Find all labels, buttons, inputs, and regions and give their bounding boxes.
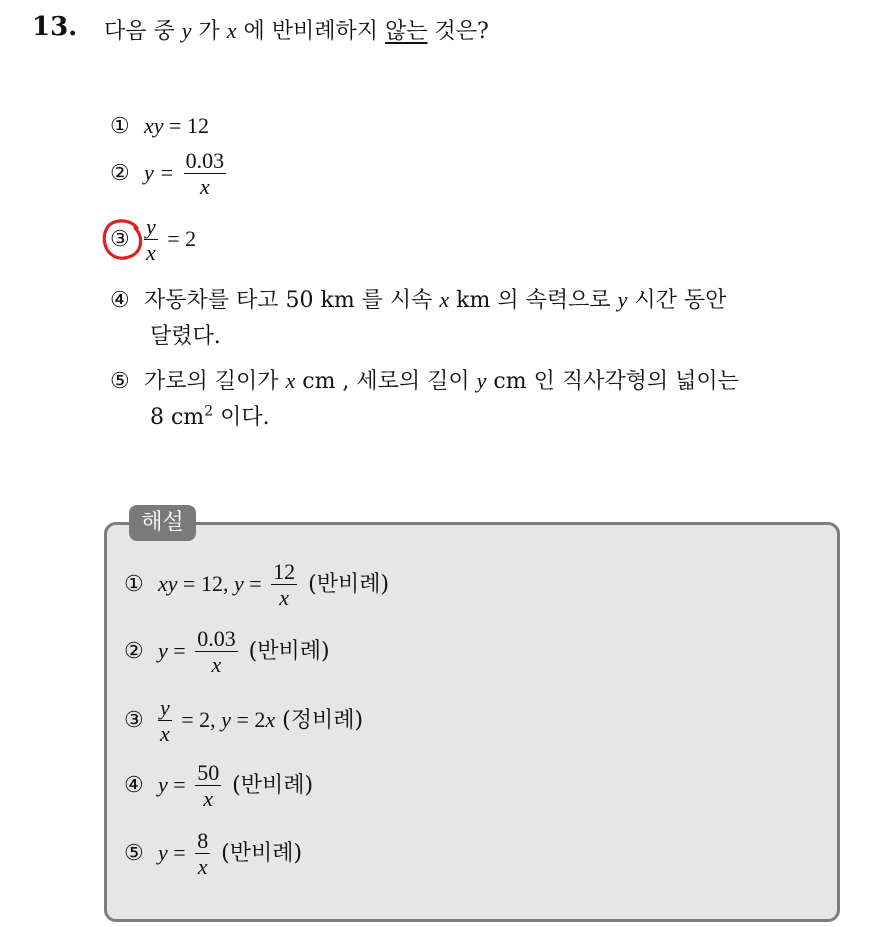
fraction [195, 626, 238, 678]
option-5-line2 [150, 400, 270, 431]
fraction-numerator: 12 [273, 559, 296, 584]
option-4[interactable] [110, 283, 726, 314]
expr-var: y [158, 637, 168, 663]
fraction-numerator: 50 [197, 760, 220, 785]
solution-tag: (반비례) [214, 840, 303, 866]
solution-mark: ⑤ [124, 840, 144, 866]
fraction [195, 828, 210, 880]
var-x: x [226, 18, 237, 43]
var-x: x [439, 287, 450, 312]
option-4-line2: 달렸다. [150, 324, 221, 349]
fraction [195, 760, 221, 812]
expr-text: = [167, 637, 192, 663]
expr-var: y [233, 570, 244, 596]
solution-line-2 [124, 626, 330, 678]
fraction [271, 559, 297, 611]
fraction-numerator: 0.03 [185, 148, 225, 173]
solution-line-5 [124, 828, 302, 880]
expr-var: x [265, 706, 276, 732]
solution-label: 해설 [129, 505, 196, 541]
option-2[interactable] [110, 148, 230, 200]
var-y: y [476, 368, 487, 393]
expr-var: y [221, 706, 231, 732]
fraction-denominator: x [197, 854, 208, 880]
solution-mark: ① [124, 571, 144, 597]
question-text-before: 다음 중 [104, 19, 182, 44]
fraction [184, 148, 227, 200]
option-mark: ③ [110, 226, 130, 252]
option-mark: ⑤ [110, 369, 130, 394]
expr-text: = [167, 839, 192, 865]
fraction [144, 214, 158, 266]
option-mark: ② [110, 160, 130, 186]
solution-mark: ④ [124, 772, 144, 798]
fraction-numerator: y [146, 214, 156, 239]
expr-var: y [158, 771, 168, 797]
expr-text: = 12, [177, 570, 234, 596]
option-1[interactable] [110, 113, 209, 139]
option-mark: ① [110, 114, 130, 139]
expr-text: = [243, 570, 268, 596]
solution-mark: ② [124, 638, 144, 664]
solution-tag: (정비례) [275, 707, 364, 733]
option-5[interactable] [110, 364, 739, 395]
var-y: y [617, 287, 628, 312]
option-rhs: = 2 [161, 225, 197, 251]
expr-var: y [158, 839, 168, 865]
option-expr-var: xy [144, 113, 164, 138]
option-text: cm 인 직사각형의 넓이는 [486, 369, 739, 394]
superscript: 2 [204, 403, 214, 420]
solution-tag: (반비례) [241, 638, 330, 664]
fraction-numerator: 0.03 [197, 626, 236, 651]
expr-var: xy [158, 570, 178, 596]
fraction [158, 695, 172, 747]
fraction-numerator: 8 [197, 828, 209, 853]
question-text [104, 14, 489, 45]
fraction-numerator: y [160, 695, 170, 720]
expr-text: = [167, 771, 192, 797]
question-text-mid1: 가 [191, 19, 227, 44]
fraction-denominator: x [160, 721, 170, 747]
option-text: cm , 세로의 길이 [295, 369, 477, 394]
solution-line-3 [124, 695, 363, 747]
solution-tag: (반비례) [301, 571, 390, 597]
solution-tag: (반비례) [225, 772, 314, 798]
question-text-after: 것은? [427, 19, 489, 44]
question-number: 13. [32, 12, 78, 42]
var-x: x [285, 368, 296, 393]
fraction-denominator: x [211, 652, 222, 678]
var-y: y [181, 18, 192, 43]
option-lhs: y = [144, 159, 180, 185]
solution-line-1 [124, 559, 389, 611]
question-text-mid2: 에 반비례하지 [236, 19, 386, 44]
option-text: 시간 동안 [627, 288, 727, 313]
option-text: 8 cm [150, 405, 205, 430]
fraction-denominator: x [279, 585, 290, 611]
option-text: km 의 속력으로 [449, 288, 618, 313]
option-text: 가로의 길이가 [144, 369, 286, 394]
red-circle-annotation-icon [101, 216, 145, 262]
option-text: 자동차를 타고 50 km 를 시속 [144, 288, 440, 313]
option-expr-rest: = 12 [163, 113, 209, 138]
option-mark: ④ [110, 288, 130, 313]
fraction-denominator: x [146, 240, 156, 266]
option-text: 이다. [213, 405, 270, 430]
expr-text: = 2 [230, 706, 266, 732]
question-underlined: 않는 [385, 19, 428, 44]
fraction-denominator: x [203, 786, 214, 812]
expr-text: = 2, [175, 706, 222, 732]
solution-line-4 [124, 760, 313, 812]
fraction-denominator: x [199, 174, 210, 200]
solution-mark: ③ [124, 707, 144, 733]
